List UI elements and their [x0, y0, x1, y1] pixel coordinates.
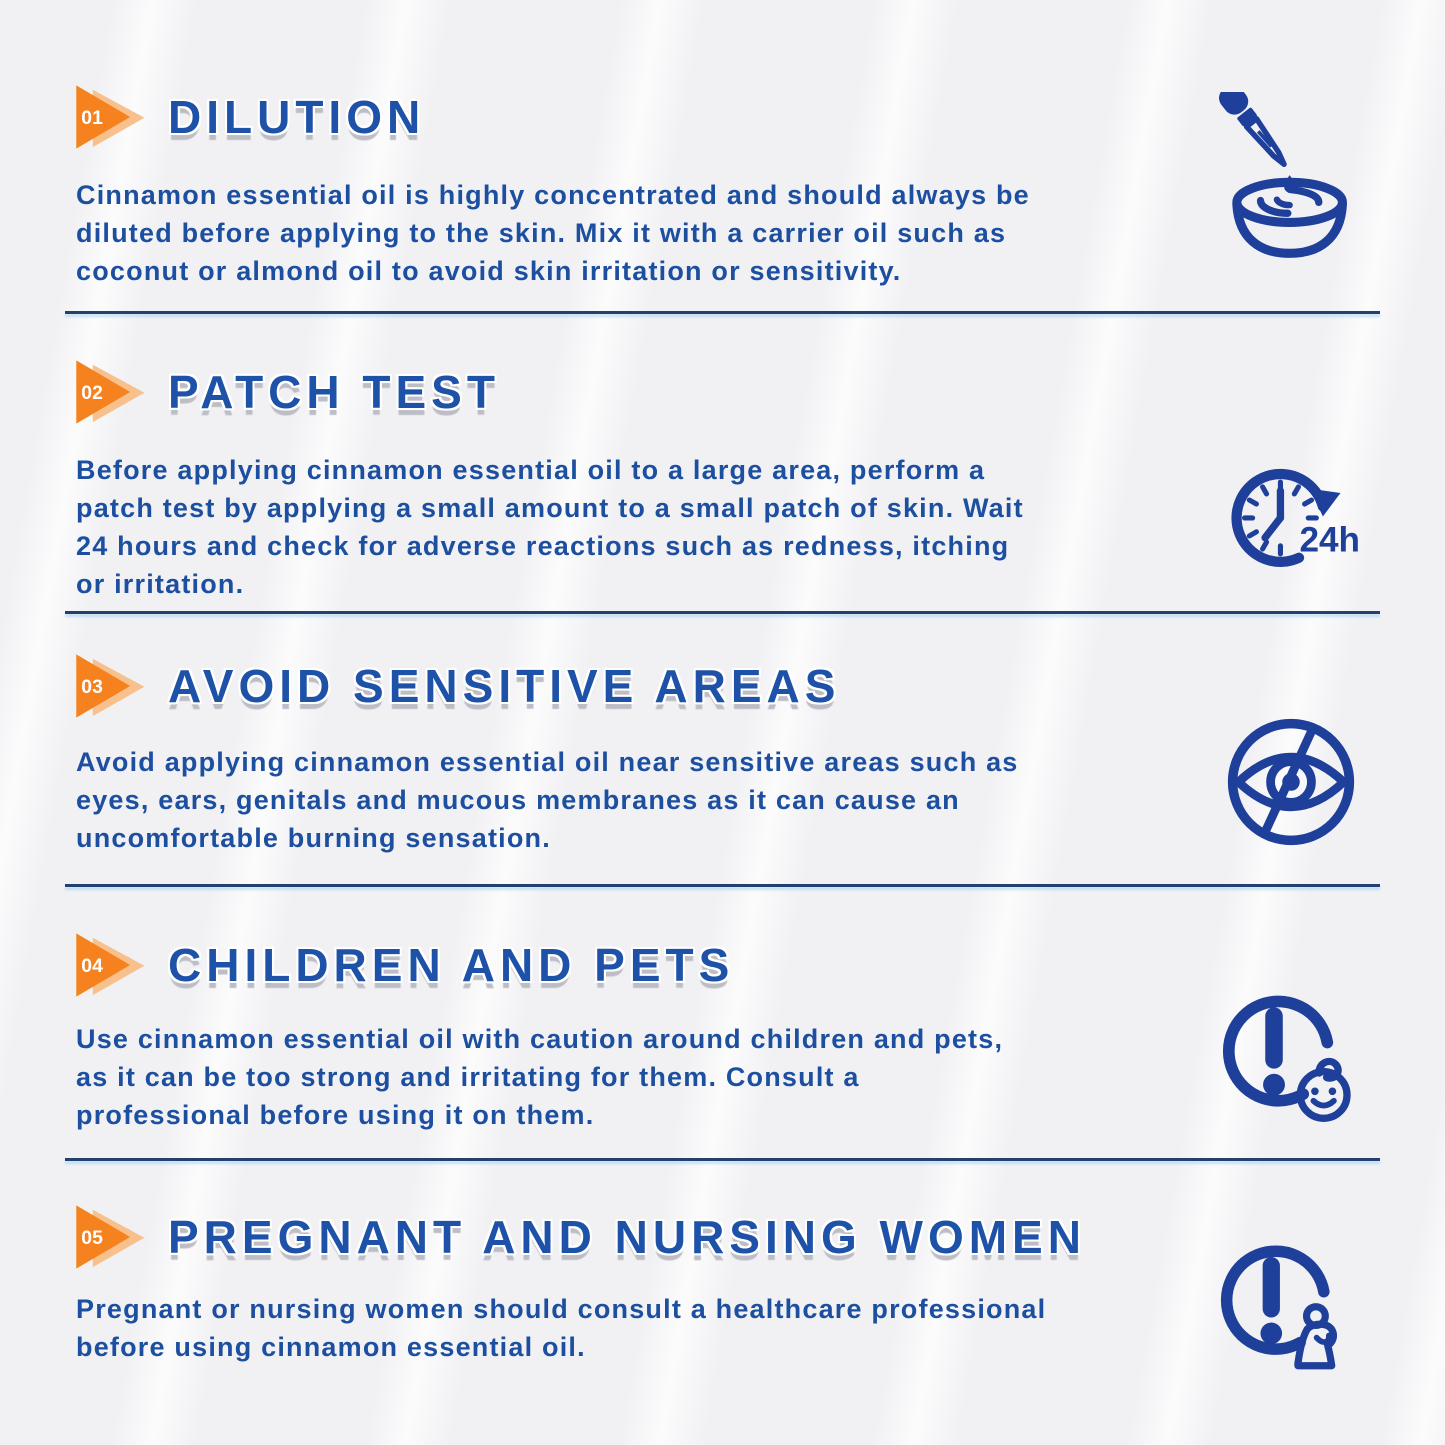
no-eye-icon: [1218, 709, 1364, 855]
section-avoid-sensitive-areas: [0, 613, 1445, 886]
body-line: Use cinnamon essential oil with caution around children and pets,: [76, 1024, 1004, 1054]
section-number: 03: [81, 676, 103, 699]
section-number-badge: [74, 359, 146, 425]
body-line: Cinnamon essential oil is highly concentrated and should always be: [76, 180, 1030, 210]
dropper-bowl-icon: [1195, 92, 1377, 280]
body-line: eyes, ears, genitals and mucous membranes as it can cause an: [76, 785, 960, 815]
section-title: PATCH TEST: [168, 366, 500, 418]
body-line: 24 hours and check for adverse reactions such as redness, itching: [76, 531, 1010, 561]
clock-24h-label: 24h: [1299, 520, 1360, 560]
section-body: [76, 451, 1024, 603]
section-number: 04: [81, 955, 103, 978]
section-number-badge: [74, 932, 146, 998]
section-patch-test: [0, 313, 1445, 613]
section-number-badge: [74, 84, 146, 150]
body-line: before using cinnamon essential oil.: [76, 1332, 586, 1362]
body-line: diluted before applying to the skin. Mix it with a carrier oil such as: [76, 218, 1007, 248]
section-title: PREGNANT AND NURSING WOMEN: [168, 1211, 1086, 1263]
section-title: DILUTION: [168, 91, 426, 143]
section-header: [74, 653, 840, 719]
body-line: Before applying cinnamon essential oil to a large area, perform a: [76, 455, 986, 485]
body-line: Avoid applying cinnamon essential oil near sensitive areas such as: [76, 747, 1019, 777]
section-dilution: [0, 0, 1445, 313]
section-children-and-pets: [0, 886, 1445, 1160]
body-line: professional before using it on them.: [76, 1100, 595, 1130]
section-header: [74, 932, 734, 998]
body-line: as it can be too strong and irritating for them. Consult a: [76, 1062, 860, 1092]
section-body: [76, 1020, 1003, 1134]
section-body: [76, 743, 1019, 857]
section-header: [74, 359, 500, 425]
section-pregnant-nursing: [0, 1160, 1445, 1445]
section-number: 02: [81, 382, 103, 405]
section-title: CHILDREN AND PETS: [168, 939, 735, 991]
section-number-badge: [74, 653, 146, 719]
body-line: Pregnant or nursing women should consult a healthcare professional: [76, 1294, 1047, 1324]
section-title: AVOID SENSITIVE AREAS: [168, 660, 841, 712]
warning-pregnant-icon: [1212, 1234, 1368, 1378]
warning-baby-icon: [1214, 984, 1372, 1130]
section-body: [76, 1290, 1046, 1366]
section-body: [76, 176, 1030, 290]
section-number-badge: [74, 1204, 146, 1270]
body-line: uncomfortable burning sensation.: [76, 823, 551, 853]
section-header: [74, 1204, 1086, 1270]
body-line: coconut or almond oil to avoid skin irritation or sensitivity.: [76, 256, 902, 286]
body-line: patch test by applying a small amount to a small patch of skin. Wait: [76, 493, 1024, 523]
section-header: [74, 84, 425, 150]
section-number: 05: [81, 1227, 103, 1250]
24h-clock-icon: [1216, 441, 1380, 589]
body-line: or irritation.: [76, 569, 245, 599]
section-number: 01: [81, 107, 103, 130]
